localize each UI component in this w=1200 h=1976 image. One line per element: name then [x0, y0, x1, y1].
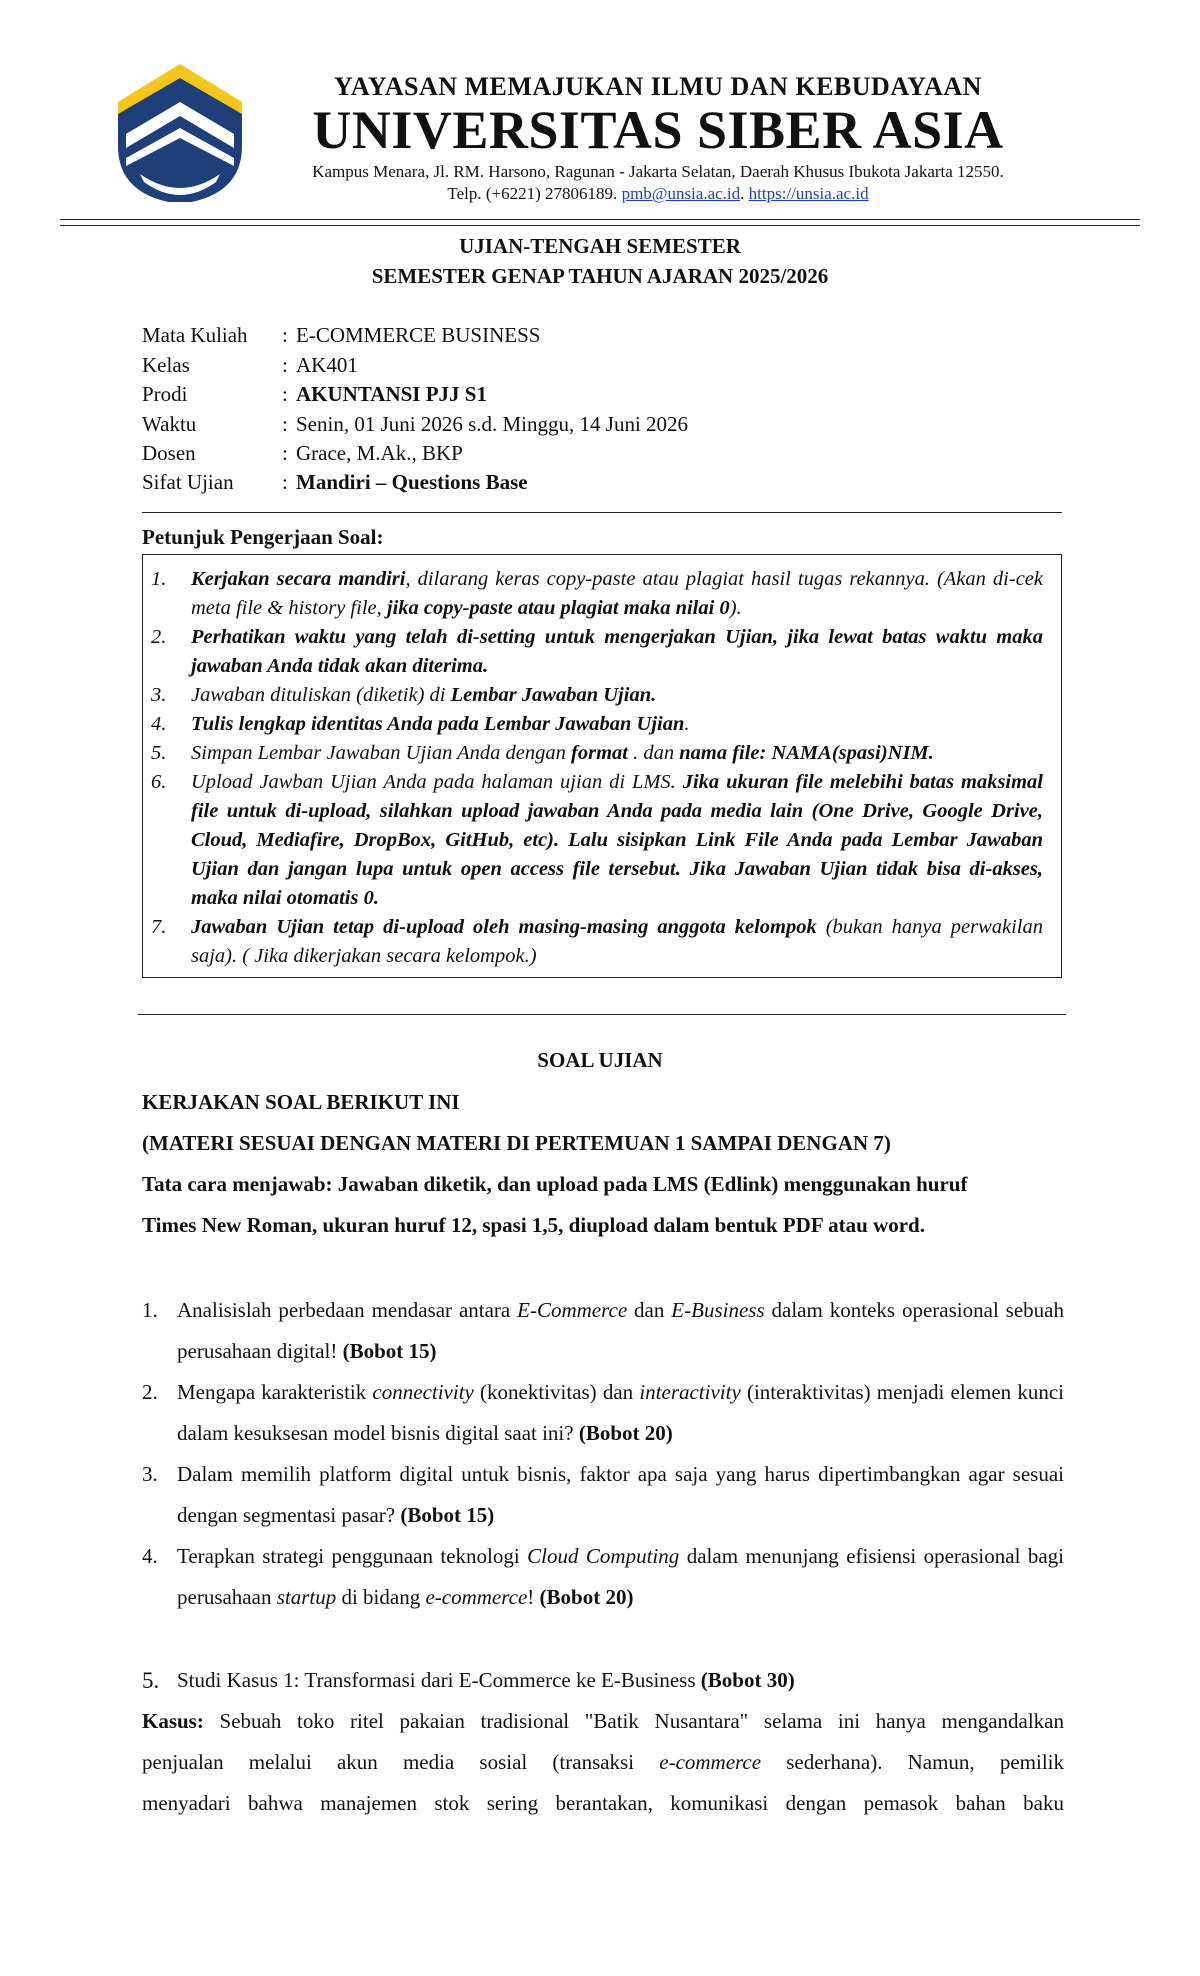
instructions-box — [142, 554, 1062, 978]
identity-label: Prodi — [142, 382, 188, 406]
identity-value: Senin, 01 Juni 2026 s.d. Minggu, 14 Juni 2026 — [296, 412, 689, 436]
identity-row-exam-type — [142, 470, 1042, 500]
question-1: 1. Analisislah perbedaan mendasar antara E-Commerce dan E-Business dalam konteks operasional sebuah perusahaan digital! (Bobot 15) — [142, 1298, 1064, 1363]
identity-colon: : — [282, 323, 288, 347]
identity-row-class — [142, 353, 1042, 383]
instruction-item: 6. Upload Jawban Ujian Anda pada halaman ujian di LMS. Jika ukuran file melebihi batas maksimal file untuk di-upload, silahkan upload jawaban Anda pada media lain (One Drive, Google Drive, Cloud, Mediafire, DropBox, GitHub, etc). Lalu sisipkan Link File Anda pada Lembar Jawaban Ujian dan jangan lupa untuk open access file tersebut. Jika Jawaban Ujian tidak bisa di-akses, maka nilai otomatis 0. — [151, 771, 1044, 909]
header-divider-top — [60, 219, 1140, 220]
identity-label: Mata Kuliah — [142, 323, 248, 347]
answer-guideline-1: Tata cara menjawab: Jawaban diketik, dan upload pada LMS (Edlink) menggunakan huruf — [142, 1172, 968, 1196]
question-4: 4. Terapkan strategi penggunaan teknologi Cloud Computing dalam menunjang efisiensi operasional bagi perusahaan startup di bidang e-commerce! (Bobot 20) — [142, 1544, 1065, 1609]
exam-heading: SOAL UJIAN — [537, 1048, 663, 1072]
instruction-item: 1. Kerjakan secara mandiri, dilarang keras copy-paste atau plagiat hasil tugas rekannya. (Akan di-cek meta file & history file, jika copy-paste atau plagiat maka nilai 0). — [151, 568, 1043, 619]
case-label: Kasus: — [142, 1709, 204, 1733]
identity-row-lecturer — [142, 441, 1042, 471]
exam-title: UJIAN-TENGAH SEMESTER — [459, 234, 741, 258]
question-3: 3. Dalam memilih platform digital untuk bisnis, faktor apa saja yang harus dipertimbangkan agar sesuai dengan segmentasi pasar? (Bobot 15) — [142, 1462, 1064, 1527]
identity-colon: : — [282, 412, 288, 436]
university-logo — [118, 62, 242, 202]
identity-value: AK401 — [296, 353, 358, 377]
website-link[interactable]: https://unsia.ac.id — [748, 184, 869, 203]
header-divider-bottom — [60, 225, 1140, 226]
identity-colon: : — [282, 353, 288, 377]
identity-label: Waktu — [142, 412, 197, 436]
identity-row-course — [142, 323, 1042, 353]
university-name: UNIVERSITAS SIBER ASIA — [312, 100, 1004, 160]
identity-label: Kelas — [142, 353, 190, 377]
instruction-item: 2. Perhatikan waktu yang telah di-setting untuk mengerjakan Ujian, jika lewat batas waktu maka jawaban Anda tidak akan diterima. — [151, 626, 1043, 677]
identity-value: Mandiri – Questions Base — [296, 470, 528, 494]
identity-divider — [142, 512, 1062, 513]
foundation-name: YAYASAN MEMAJUKAN ILMU DAN KEBUDAYAAN — [334, 72, 982, 101]
question-5: 5. Studi Kasus 1: Transformasi dari E-Commerce ke E-Business (Bobot 30) — [142, 1668, 795, 1693]
exam-scope: (MATERI SESUAI DENGAN MATERI DI PERTEMUAN 1 SAMPAI DENGAN 7) — [142, 1131, 891, 1155]
question-2: 2. Mengapa karakteristik connectivity (konektivitas) dan interactivity (interaktivitas) menjadi elemen kunci dalam kesuksesan model bisnis digital saat ini? (Bobot 20) — [142, 1380, 1064, 1445]
section-divider — [138, 1014, 1066, 1015]
contact-line: Telp. (+6221) 27806189. pmb@unsia.ac.id. https://unsia.ac.id — [447, 184, 869, 203]
identity-row-program — [142, 382, 1042, 412]
instruction-item: 5. Simpan Lembar Jawaban Ujian Anda dengan format . dan nama file: NAMA(spasi)NIM. — [151, 742, 934, 764]
identity-label: Dosen — [142, 441, 196, 465]
identity-row-time — [142, 412, 1042, 442]
semester-title: SEMESTER GENAP TAHUN AJARAN 2025/2026 — [371, 264, 829, 288]
answer-guideline-2: Times New Roman, ukuran huruf 12, spasi 1,5, diupload dalam bentuk PDF atau word. — [142, 1213, 925, 1237]
identity-value: AKUNTANSI PJJ S1 — [296, 382, 487, 406]
campus-address: Kampus Menara, Jl. RM. Harsono, Ragunan - Jakarta Selatan, Daerah Khusus Ibukota Jakarta 12550. — [312, 162, 1004, 181]
instruction-item: 7. Jawaban Ujian tetap di-upload oleh masing-masing anggota kelompok (bukan hanya perwakilan saja). ( Jika dikerjakan secara kelompok.) — [151, 916, 1043, 967]
identity-colon: : — [282, 382, 288, 406]
email-link[interactable]: pmb@unsia.ac.id — [621, 184, 741, 203]
identity-colon: : — [282, 470, 288, 494]
instructions-title: Petunjuk Pengerjaan Soal: — [142, 525, 384, 549]
case-line-1: Kasus: Sebuah toko ritel pakaian tradisional "Batik Nusantara" selama ini hanya mengandalkan — [142, 1709, 1064, 1733]
identity-value: E-COMMERCE BUSINESS — [296, 323, 541, 347]
phone-number: Telp. (+6221) 27806189. — [447, 184, 618, 203]
identity-colon: : — [282, 441, 288, 465]
case-line-3: menyadari bahwa manajemen stok sering berantakan, komunikasi dengan pemasok bahan baku — [142, 1791, 1064, 1815]
case-line-2: penjualan melalui akun media sosial (transaksi e-commerce sederhana). Namun, pemilik — [142, 1750, 1065, 1774]
exam-subheading: KERJAKAN SOAL BERIKUT INI — [142, 1090, 460, 1114]
instruction-item: 4. Tulis lengkap identitas Anda pada Lembar Jawaban Ujian. — [151, 713, 690, 735]
instruction-item: 3. Jawaban dituliskan (diketik) di Lembar Jawaban Ujian. — [151, 684, 657, 706]
identity-value: Grace, M.Ak., BKP — [296, 441, 463, 465]
identity-label: Sifat Ujian — [142, 470, 234, 494]
